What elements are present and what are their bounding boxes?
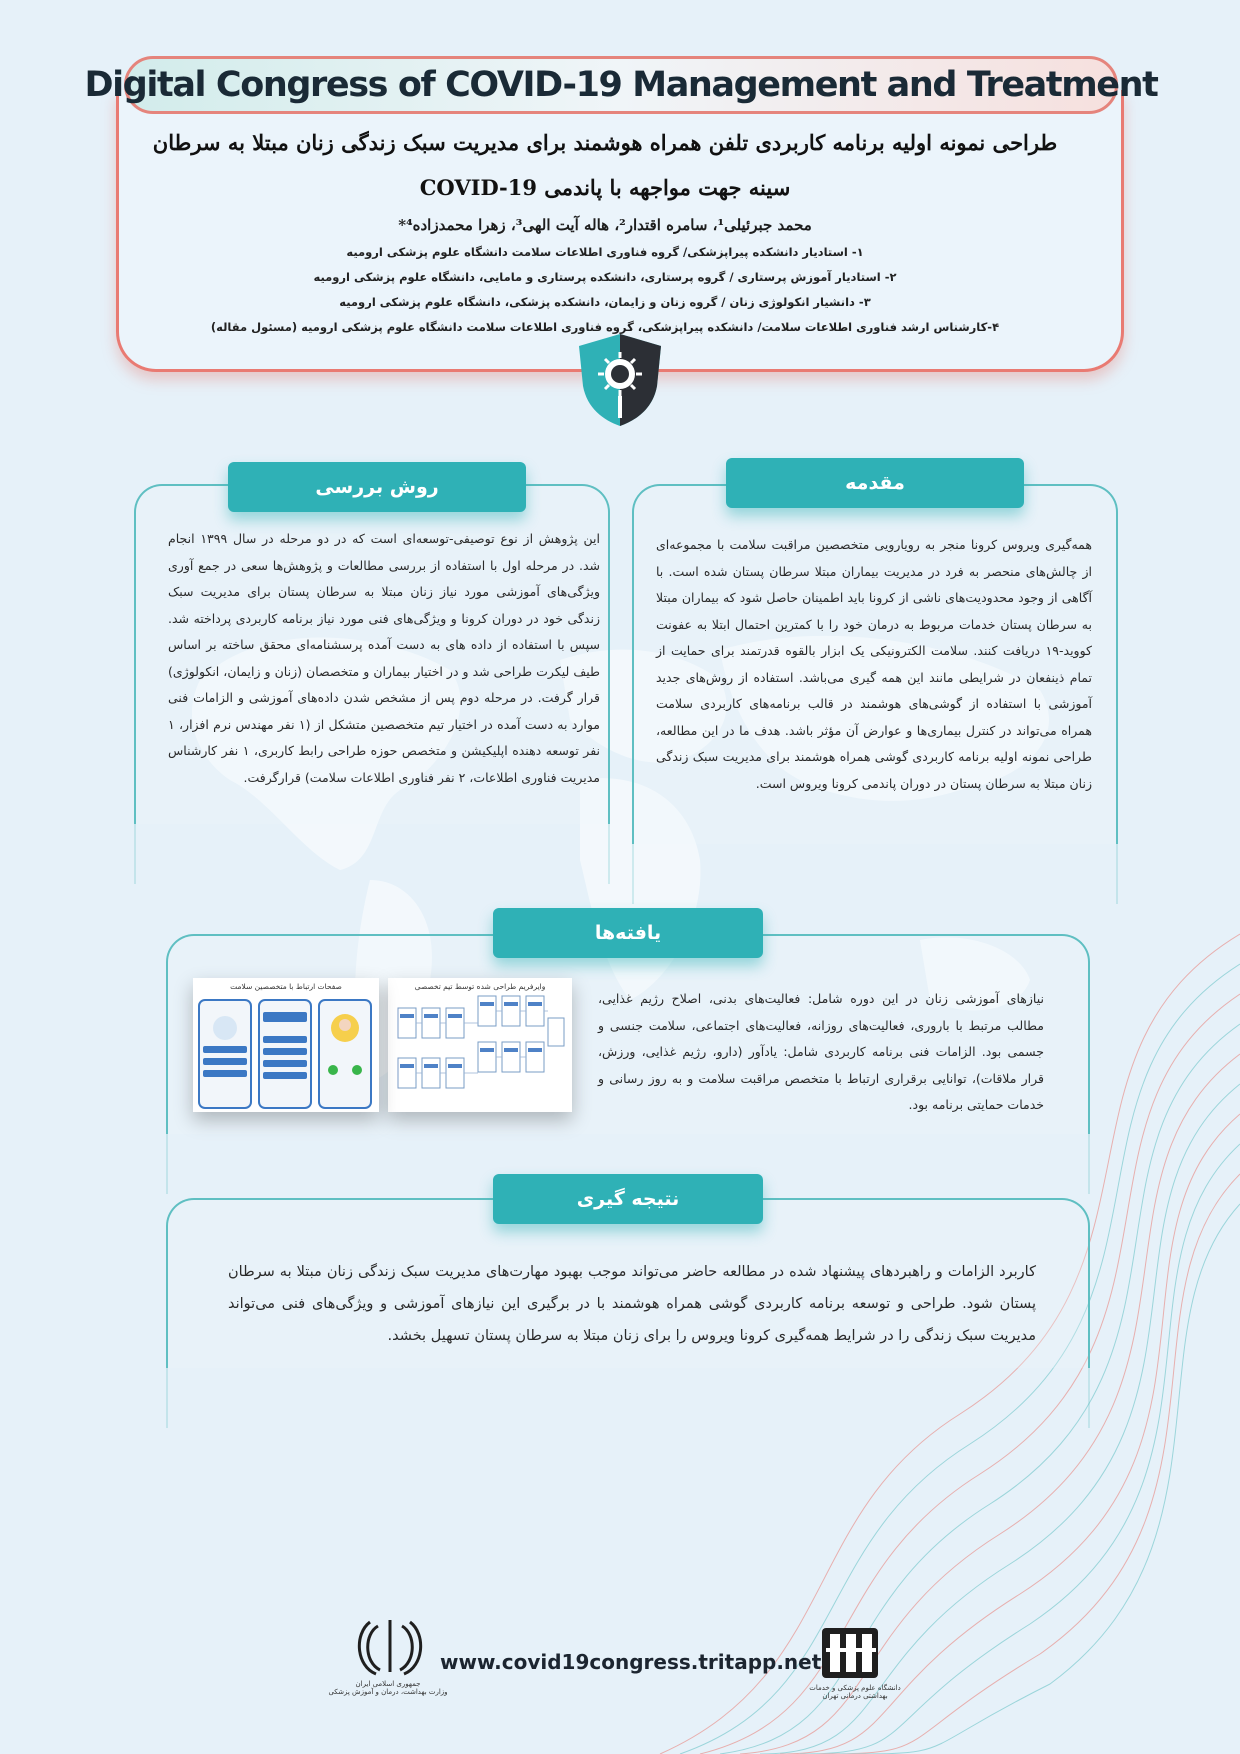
findings-heading: یافته‌ها: [493, 908, 763, 958]
affiliation-1: ۱- استادیار دانشکده پیراپزشکی/ گروه فناوری اطلاعات سلامت دانشگاه علوم پزشکی ارومیه: [346, 245, 864, 259]
tehran-university-logo: [800, 1622, 910, 1722]
affiliations: [140, 240, 1070, 340]
paper-title: طراحی نمونه اولیه برنامه کاربردی تلفن همراه هوشمند برای مدیریت سبک زندگی زنان مبتلا به سرطان سینه جهت مواجهه با پاندمی COVID-19: [152, 130, 1058, 200]
wireframe-figure-caption: وایرفریم طراحی شده توسط تیم تخصصی: [414, 982, 546, 991]
virus-shield-logo: [575, 332, 665, 428]
methods-heading: روش بررسی: [228, 462, 526, 512]
affiliation-2: ۲- استادیار آموزش پرستاری / گروه پرستاری، دانشکده پرستاری و مامایی، دانشگاه علوم پزشکی ارومیه: [313, 270, 897, 284]
introduction-heading: مقدمه: [726, 458, 1024, 508]
congress-banner: [84, 56, 1158, 114]
app-screens-mockup: [193, 978, 379, 1112]
affiliation-3: ۳- دانشیار انکولوژی زنان / گروه زنان و زایمان، دانشکده پزشکی، دانشگاه علوم پزشکی ارومیه: [339, 295, 871, 309]
findings-text: نیازهای آموزشی زنان در این دوره شامل: فعالیت‌های بدنی، اصلاح رژیم غذایی، مطالب مرتبط با باروری، فعالیت‌های روزانه، فعالیت‌های اجتماعی، سلامت جنسی و جسمی بود. الزامات فنی برنامه کاربردی شامل: یادآور (دارو، رژیم غذایی، ورزش، قرار ملاقات)، توانایی برقراری ارتباط با متخصص مراقبت سلامت و به روز رسانی و خدمات حمایتی برنامه بود.: [598, 991, 1044, 1112]
app-screens-figure: [193, 978, 379, 1112]
ministry-caption: جمهوری اسلامی ایران وزارت بهداشت، درمان و آموزش پزشکی: [328, 1680, 448, 1696]
affiliation-4: ۴-کارشناس ارشد فناوری اطلاعات سلامت/ دانشکده پیراپزشکی، گروه فناوری اطلاعات سلامت دانشگاه علوم پزشکی ارومیه (مسئول مقاله): [210, 320, 1000, 334]
paper-header: [140, 120, 1070, 340]
university-caption: دانشگاه علوم پزشکی و خدمات بهداشتی درمانی تهران: [809, 1684, 901, 1700]
wireframe-figure: [388, 978, 572, 1112]
congress-name: Digital Congress of COVID-19 Management and Treatment: [84, 65, 1158, 105]
authors: محمد جبرئیلی¹، سامره اقتدار²، هاله آیت الهی³، زهرا محمدزاده⁴*: [398, 216, 812, 234]
introduction-text: همه‌گیری ویروس کرونا منجر به رویارویی متخصصین مراقبت سلامت با مجموعه‌ای از چالش‌های منحصر به فرد در مدیریت بیماران مبتلا سرطان پستان شده است. با آگاهی از وجود محدودیت‌های ناشی از کرونا باید اطمینان حاصل شود که بیماران مبتلا به سرطان پستان خدمات مربوط به درمان خود را با کمترین احتمال ابتلا به عفونت کووید-۱۹ دریافت کنند. سلامت الکترونیکی یک ابزار بالقوه قدرتمند برای حمایت از تمام ذینفعان در شرایطی مانند این همه گیری می‌باشد. استفاده از روش‌های جدید آموزشی با استفاده از گوشی‌های هوشمند در قالب برنامه‌های کاربردی سلامت همراه می‌تواند در کنترل بیماری‌ها و عوارض آن مؤثر باشد. هدف ما در این مطالعه، طراحی نمونه اولیه برنامه کاربردی گوشی همراه هوشمند برای مدیریت سبک زندگی زنان مبتلا به سرطان پستان در دوران پاندمی کرونا ویروس است.: [656, 537, 1092, 791]
wireframe-diagram: [388, 978, 572, 1112]
conclusion-heading: نتیجه گیری: [493, 1174, 763, 1224]
conclusion-text: کاربرد الزامات و راهبردهای پیشنهاد شده در مطالعه حاضر می‌تواند موجب بهبود مهارت‌های مدیریت سبک زندگی زنان مبتلا به سرطان پستان شود. طراحی و توسعه برنامه کاربردی گوشی همراه هوشمند با در برگیری این نیازهای آموزشی و ویژگی‌های فنی می‌تواند مدیریت سبک زندگی را در شرایط همه‌گیری کرونا ویروس را برای زنان مبتلا به سرطان پستان تسهیل بخشد.: [228, 1264, 1036, 1344]
methods-text: این پژوهش از نوع توصیفی-توسعه‌ای است که در دو مرحله در سال ۱۳۹۹ انجام شد. در مرحله اول با استفاده از بررسی مطالعات و پژوهش‌ها سعی در جمع آوری ویژگی‌های آموزشی مورد نیاز زنان مبتلا به سرطان پستان برای مدیریت سبک زندگی خود در دوران کرونا و ویژگی‌های فنی مورد نیاز برنامه کاربردی پرداخته شد. سپس با استفاده از داده های به دست آمده پرسشنامه‌ای محقق ساخته بر اساس طیف لیکرت طراحی شد و در اختیار بیماران و متخصصان (زنان و زایمان، انکولوژی) قرار گرفت. در مرحله دوم پس از مشخص شدن داده‌های آموزشی و الزامات فنی موارد به دست آمده در اختیار تیم متخصصین متشکل از (۱ نفر مهندس نرم افزار، ۱ نفر توسعه دهنده اپلیکیشن و متخصص حوزه طراحی رابط کاربری، ۱ نفر کارشناس مدیریت فناوری اطلاعات، ۲ نفر فناوری اطلاعات سلامت) قرارگرفت.: [168, 531, 601, 785]
congress-website: www.covid19congress.tritapp.net: [440, 1650, 822, 1674]
app-screens-figure-caption: صفحات ارتباط با متخصصین سلامت: [230, 982, 342, 991]
iran-emblem-logo: [340, 1612, 440, 1722]
